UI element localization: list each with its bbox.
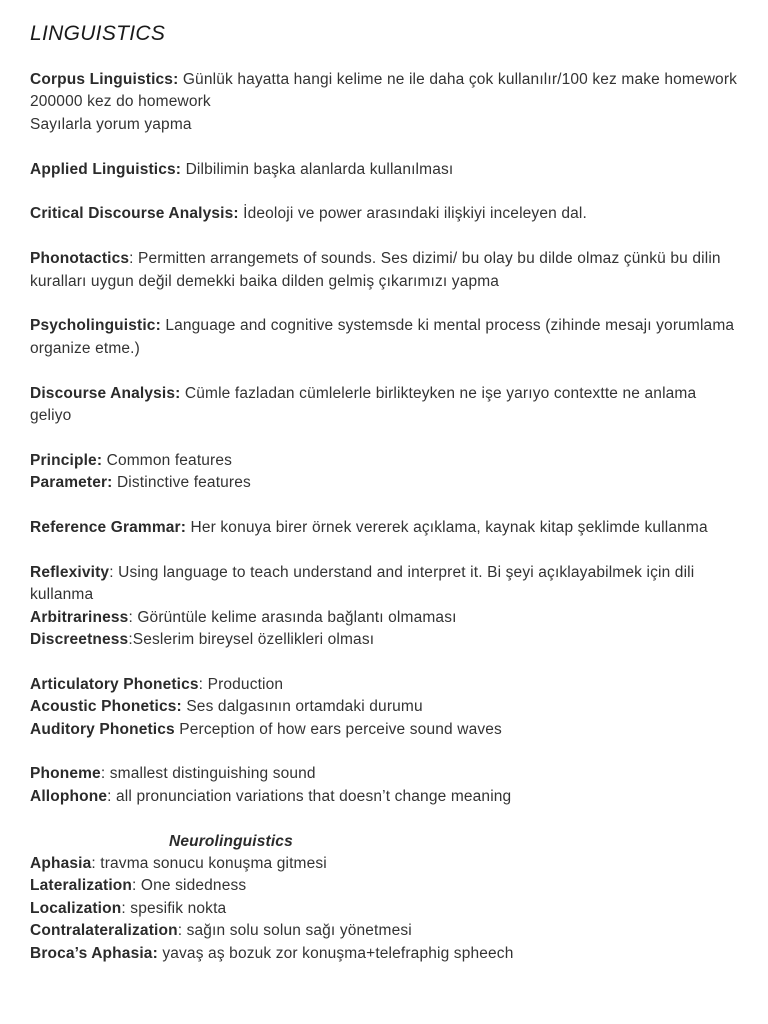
glossary-entry [30,203,738,225]
entry-term: Lateralization [30,877,133,895]
entry-definition: İdeoloji ve power arasındaki ilişkiyi inceleyen dal. [238,205,587,223]
glossary-entry [30,472,738,494]
glossary-entry [30,786,738,808]
entry-definition: Distinctive features [112,474,251,492]
entry-definition: Cümle fazladan cümlelerle birlikteyken ne işe yarıyo contextte ne anlama geliyo [30,384,697,425]
entry-definition: : travma sonucu konuşma gitmesi [91,855,327,873]
entry-term: Corpus Linguistics: [30,71,179,88]
entry-term: Auditory Phonetics [30,720,175,738]
note-block [30,562,738,652]
entry-term: Reflexivity [30,563,110,581]
glossary-entry [30,763,738,785]
section-heading: Neurolinguistics [169,832,293,850]
glossary-entry [30,607,738,629]
entry-term: Broca’s Aphasia: [30,944,158,962]
entry-definition: : Using language to teach understand and interpret it. Bi şeyi açıklayabilmek için dili kullanma [30,563,695,604]
entry-term: Localization [30,899,122,917]
glossary-entry [30,383,738,428]
entry-definition: : Görüntüle kelime arasında bağlantı olmaması [128,608,457,626]
entry-definition: : sağın solu solun sağı yönetmesi [177,922,412,940]
entry-definition: : smallest distinguishing sound [100,765,316,783]
entry-term: Allophone [30,787,108,805]
entry-term: Discourse Analysis: [30,384,181,402]
entry-term: Principle: [30,451,103,469]
note-block [30,674,738,741]
entry-definition: : Permitten arrangemets of sounds. Ses dizimi/ bu olay bu dilde olmaz çünkü bu dilin kuralları uygun değil demekki baika dilden gelmiş çıkarımızı yapma [30,250,721,290]
entry-term: Articulatory Phonetics [30,675,199,693]
note-block [30,383,738,428]
entry-term: Discreetness [30,631,129,649]
entry-definition: yavaş aş bozuk zor konuşma+telefraphig spheech [157,944,514,962]
note-block [30,517,738,539]
glossary-entry [30,562,738,607]
entry-term: Applied Linguistics: [30,160,182,178]
glossary-entry [30,629,738,651]
glossary-entry [30,248,738,293]
note-block [30,450,738,495]
entry-definition: Common features [102,451,233,469]
entry-term: Arbitrariness [30,608,129,626]
entry-definition: Dilbilimin başka alanlarda kullanılması [181,160,454,178]
entry-definition: Her konuya birer örnek vererek açıklama, kaynak kitap şeklimde kullanma [186,519,708,537]
glossary-entry [30,898,738,920]
glossary-entry [30,875,738,897]
glossary-entry [30,114,738,136]
entry-term: Critical Discourse Analysis: [30,205,239,223]
entry-definition: : One sidedness [132,877,247,895]
entry-term: Reference Grammar: [30,519,187,537]
glossary-entry [30,315,738,360]
glossary-entry [30,696,738,718]
glossary-entry [30,450,738,472]
entry-definition: :Seslerim bireysel özellikleri olması [128,631,375,649]
note-block [30,69,738,136]
entry-term: Aphasia [30,855,92,873]
entry-definition: Perception of how ears perceive sound waves [174,720,502,738]
entry-definition: : all pronunciation variations that doesn’t change meaning [107,787,512,805]
note-block [30,248,738,293]
notes-body [30,69,738,965]
glossary-entry [30,853,738,875]
note-block [30,831,738,965]
entry-term: Parameter: [30,474,113,492]
glossary-entry [30,920,738,942]
entry-term: Phonotactics [30,250,130,268]
note-block [30,763,738,808]
document-title: LINGUISTICS [30,22,166,45]
glossary-entry [30,674,738,696]
note-block [30,203,738,225]
glossary-entry [30,159,738,181]
entry-definition: : spesifik nokta [121,899,227,917]
glossary-entry [30,517,738,539]
entry-definition: Günlük hayatta hangi kelime ne ile daha çok kullanılır/100 kez make homework 200000 kez do homework [30,71,738,111]
glossary-entry [30,69,738,114]
entry-term: Contralateralization [30,922,178,940]
entry-term: Psycholinguistic: [30,317,161,335]
note-block [30,315,738,360]
entry-definition: Sayılarla yorum yapma [30,115,192,133]
entry-term: Acoustic Phonetics: [30,698,182,716]
entry-term: Phoneme [30,765,101,783]
glossary-entry [30,719,738,741]
entry-definition: : Production [198,675,284,693]
entry-definition: Language and cognitive systemsde ki mental process (zihinde mesajı yorumlama organize etme.) [30,317,735,357]
entry-definition: Ses dalgasının ortamdaki durumu [181,698,423,716]
note-block [30,159,738,181]
glossary-entry [30,943,738,965]
